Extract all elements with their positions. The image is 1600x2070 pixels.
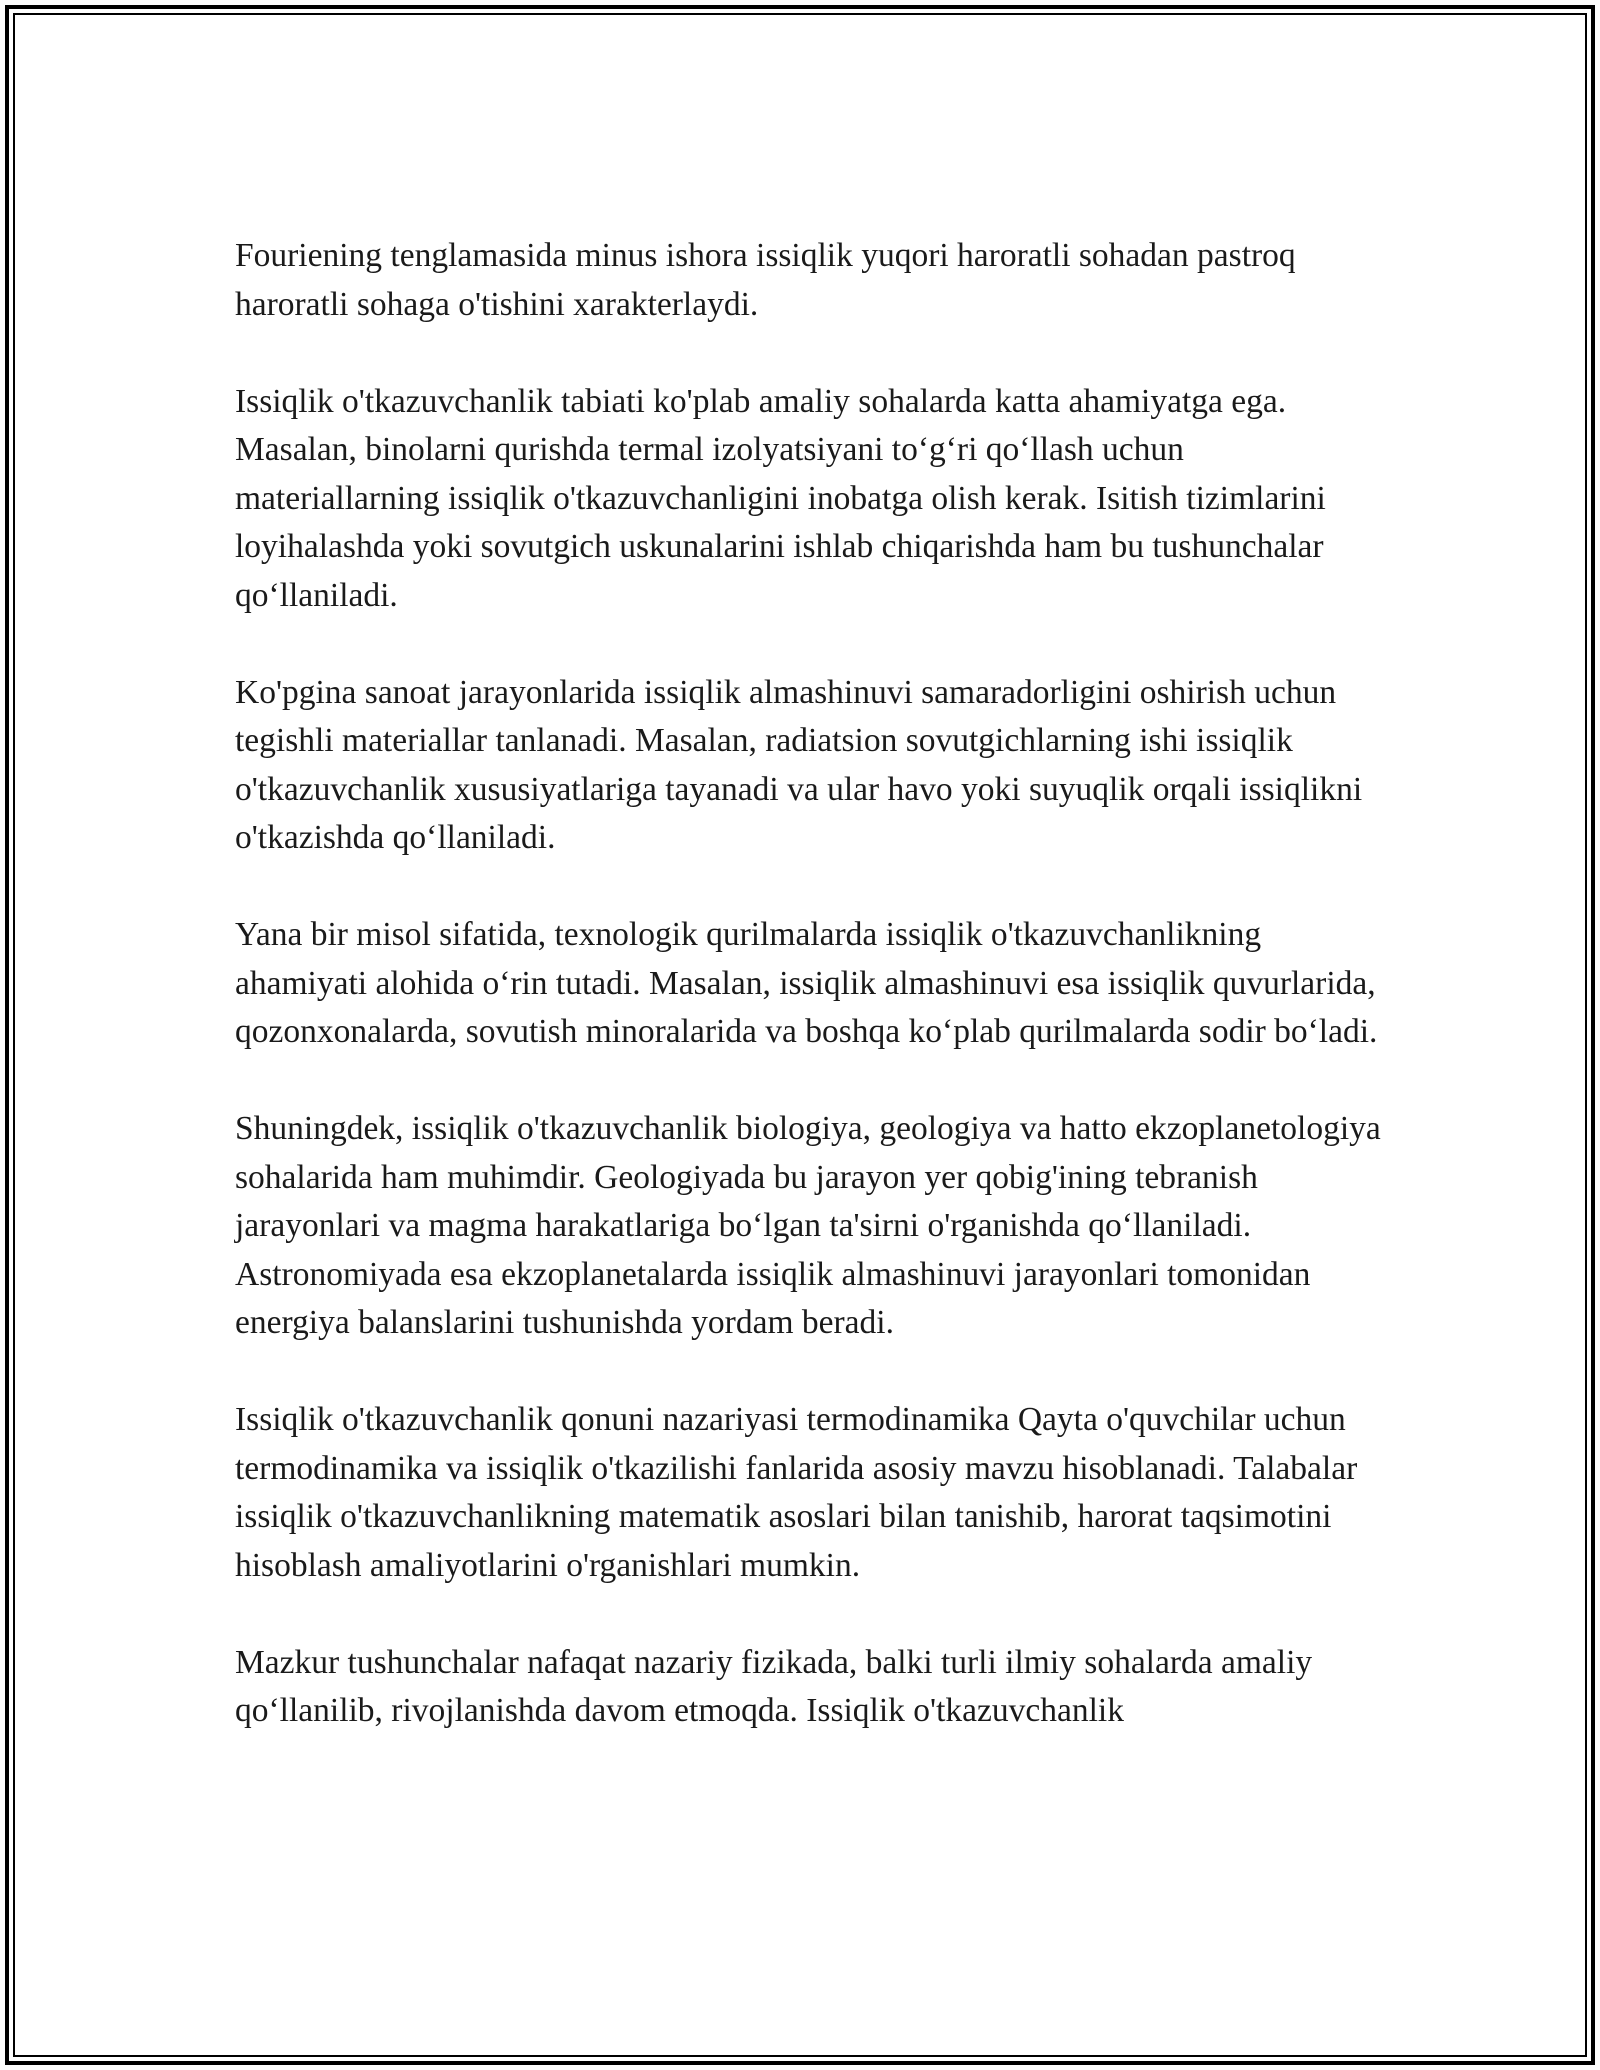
paragraph: Shuningdek, issiqlik o'tkazuvchanlik biologiya, geologiya va hatto ekzoplanetologiya sohalarida ham muhimdir. Geologiyada bu jarayon yer qobig'ining tebranish jarayonlari va magma harakatlariga bo‘lgan ta'sirni o'rganishda qo‘llaniladi. Astronomiyada esa ekzoplanetalarda issiqlik almashinuvi jarayonlari tomonidan energiya balanslarini tushunishda yordam beradi. (235, 1110, 1381, 1341)
paragraph: Fouriening tenglamasida minus ishora issiqlik yuqori haroratli sohadan pastroq haroratli sohaga o'tishini xarakterlaydi. (235, 237, 1296, 323)
paragraph: Ko'pgina sanoat jarayonlarida issiqlik almashinuvi samaradorligini oshirish uchun tegishli materiallar tanlanadi. Masalan, radiatsion sovutgichlarning ishi issiqlik o'tkazuvchanlik xususiyatlariga tayanadi va ular havo yoki suyuqlik orqali issiqlikni o'tkazishda qo‘llaniladi. (235, 673, 1363, 856)
document-body (235, 232, 1385, 1736)
paragraph: Issiqlik o'tkazuvchanlik qonuni nazariyasi termodinamika Qayta o'quvchilar uchun termodinamika va issiqlik o'tkazilishi fanlarida asosiy mavzu hisoblanadi. Talabalar issiqlik o'tkazuvchanlikning matematik asoslari bilan tanishib, harorat taqsimotini hisoblash amaliyotlarini o'rganishlari mumkin. (235, 1401, 1358, 1584)
paragraph: Mazkur tushunchalar nafaqat nazariy fizikada, balki turli ilmiy sohalarda amaliy qo‘llanilib, rivojlanishda davom etmoqda. Issiqlik o'tkazuvchanlik (235, 1643, 1313, 1729)
paragraph: Yana bir misol sifatida, texnologik qurilmalarda issiqlik o'tkazuvchanlikning ahamiyati alohida o‘rin tutadi. Masalan, issiqlik almashinuvi esa issiqlik quvurlarida, qozonxonalarda, sovutish minoralarida va boshqa ko‘plab qurilmalarda sodir bo‘ladi. (235, 916, 1378, 1050)
paragraph: Issiqlik o'tkazuvchanlik tabiati ko'plab amaliy sohalarda katta ahamiyatga ega. Masalan, binolarni qurishda termal izolyatsiyani to‘g‘ri qo‘llash uchun materiallarning issiqlik o'tkazuvchanligini inobatga olish kerak. Isitish tizimlarini loyihalashda yoki sovutgich uskunalarini ishlab chiqarishda ham bu tushunchalar qo‘llaniladi. (235, 382, 1326, 614)
